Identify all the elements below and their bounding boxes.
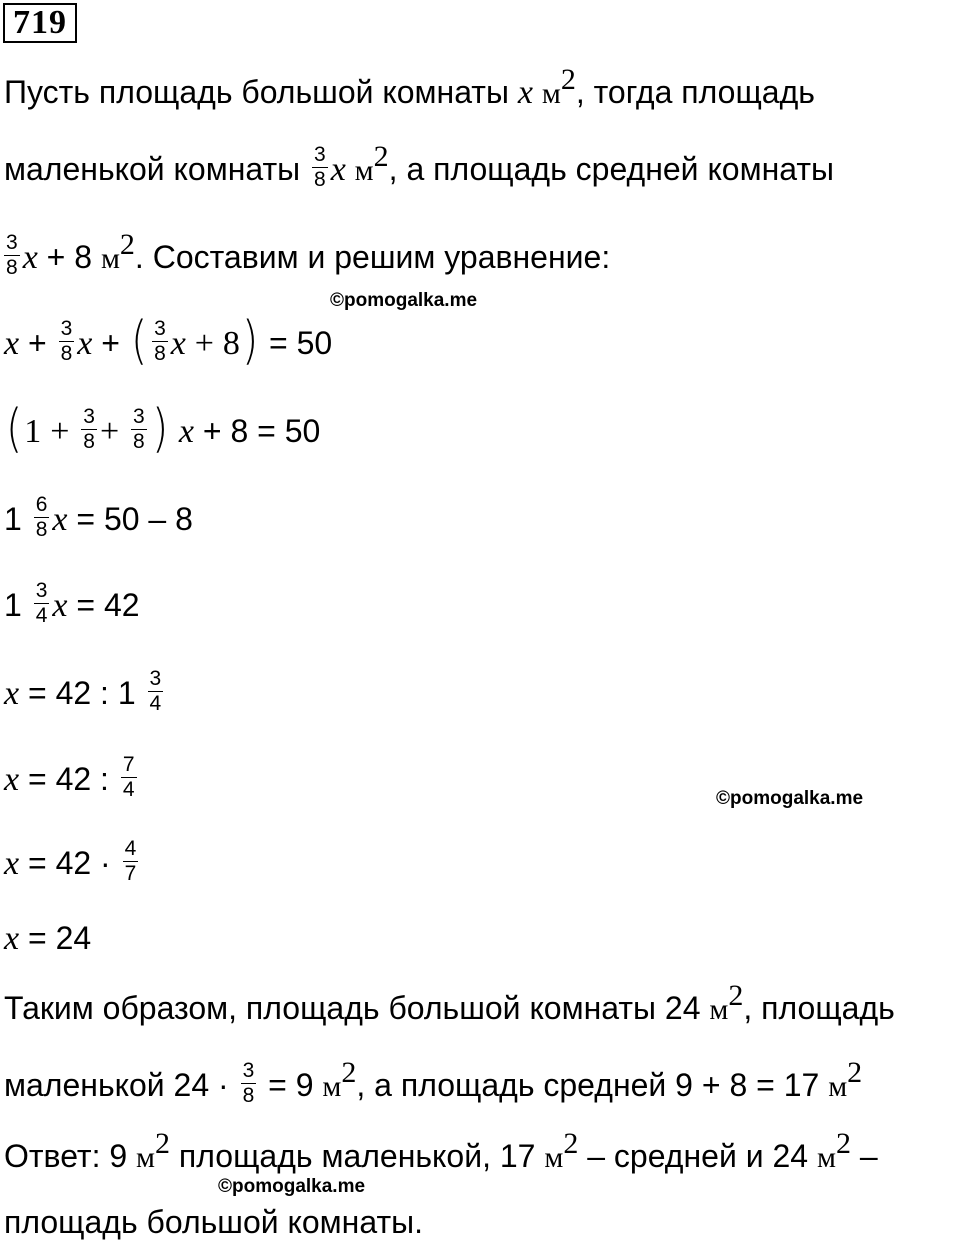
equation-8 — [4, 918, 91, 959]
text-fragment: , а площадь средней комнаты — [388, 150, 835, 187]
fraction — [152, 318, 168, 365]
numerator: 3 — [242, 1059, 255, 1082]
unit: м — [709, 993, 729, 1026]
whole-part: 1 — [4, 586, 22, 623]
unit-power: 2 — [373, 139, 389, 173]
text-line-3 — [4, 227, 611, 283]
text-fragment: – средней и 24 — [587, 1138, 809, 1174]
denominator: 8 — [242, 1084, 255, 1107]
unit-power: 2 — [835, 1127, 851, 1160]
unit-power: 2 — [341, 1055, 357, 1089]
denominator: 8 — [6, 256, 18, 279]
unit-power: 2 — [847, 1055, 863, 1089]
unit: м — [100, 241, 120, 275]
text-fragment: , площадь — [743, 990, 895, 1026]
plus: + — [99, 412, 120, 450]
var-x: x — [170, 324, 186, 362]
denominator: 8 — [83, 430, 95, 453]
var-x: x — [4, 920, 20, 957]
denominator: 4 — [122, 778, 135, 801]
numerator: 3 — [6, 231, 18, 254]
unit-power: 2 — [119, 227, 135, 261]
answer-line-1 — [4, 1127, 878, 1178]
whole-part: 1 — [4, 500, 22, 537]
denominator: 4 — [35, 604, 48, 627]
equation-4 — [4, 579, 140, 631]
fraction — [59, 318, 75, 365]
plus: + — [101, 324, 120, 361]
denominator: 8 — [35, 518, 48, 541]
text-fragment: маленькой комнаты — [4, 150, 301, 187]
var-x: x — [330, 150, 346, 188]
unit-power: 2 — [563, 1127, 579, 1160]
numerator: 3 — [154, 317, 166, 340]
numerator: 3 — [133, 405, 145, 428]
rhs: = 42 — [76, 586, 140, 623]
text-fragment: Ответ: 9 — [4, 1138, 128, 1174]
text-line-2 — [4, 139, 835, 195]
unit: м — [828, 1069, 848, 1103]
fraction — [131, 406, 147, 453]
numerator: 7 — [122, 753, 135, 776]
text-line-1 — [4, 63, 815, 114]
equation-1 — [4, 310, 333, 371]
fraction — [81, 406, 97, 453]
numerator: 3 — [83, 405, 95, 428]
denominator: 7 — [124, 862, 137, 885]
rhs: = 42 · — [27, 844, 111, 881]
denominator: 8 — [314, 168, 326, 191]
numerator: 6 — [35, 493, 48, 516]
watermark: ©pomogalka.me — [330, 290, 478, 311]
unit-power: 2 — [155, 1127, 171, 1160]
var-x: x — [517, 74, 533, 111]
var-x: x — [4, 844, 20, 882]
fraction — [4, 232, 20, 279]
denominator: 8 — [60, 342, 73, 365]
plus-eight: + 8 — [46, 238, 93, 275]
conclusion-line-1 — [4, 979, 895, 1030]
text-fragment: площадь большой комнаты. — [4, 1204, 423, 1240]
watermark: ©pomogalka.me — [716, 788, 864, 809]
text-fragment: площадь маленькой, 17 — [178, 1138, 536, 1174]
one: 1 — [24, 412, 42, 450]
unit: м — [354, 153, 374, 187]
fraction — [123, 838, 139, 885]
text-fragment: – — [859, 1138, 878, 1174]
task-number: 719 — [3, 3, 77, 43]
text-fragment: = 9 — [268, 1066, 314, 1103]
unit-power: 2 — [560, 63, 576, 96]
text-fragment: маленькой 24 · — [4, 1066, 229, 1103]
eight: 8 — [222, 324, 240, 362]
unit: м — [816, 1141, 836, 1174]
rhs: = 42 : 1 — [27, 674, 136, 711]
plus: + — [50, 412, 70, 450]
var-x: x — [4, 760, 20, 798]
fraction — [34, 494, 50, 541]
unit: м — [136, 1141, 156, 1174]
denominator: 4 — [149, 692, 162, 715]
conclusion-line-2 — [4, 1055, 863, 1111]
fraction — [148, 668, 164, 715]
var-x: x — [22, 238, 38, 276]
watermark: ©pomogalka.me — [218, 1176, 366, 1197]
paren-close: ) — [151, 398, 168, 459]
plus: + — [27, 324, 47, 361]
rhs: = 24 — [27, 920, 92, 956]
equation-3 — [4, 493, 193, 545]
equation-2 — [4, 398, 321, 459]
numerator: 3 — [149, 667, 162, 690]
text-fragment: , а площадь средней 9 + 8 = 17 — [356, 1066, 820, 1103]
answer-line-2 — [4, 1202, 423, 1242]
rhs: = 50 – 8 — [76, 500, 193, 537]
equation-5 — [4, 667, 166, 719]
paren-close: ) — [241, 310, 259, 371]
unit-power: 2 — [728, 979, 744, 1012]
plus-8-eq-50: + 8 = 50 — [202, 412, 321, 449]
fraction — [241, 1060, 257, 1107]
paren-open: ( — [6, 398, 23, 459]
unit: м — [322, 1069, 342, 1103]
text-fragment: . Составим и решим уравнение: — [134, 238, 611, 275]
equation-7 — [4, 837, 141, 889]
equals-50: = 50 — [269, 324, 333, 361]
var-x: x — [77, 324, 93, 362]
numerator: 3 — [60, 317, 73, 340]
fraction — [34, 580, 50, 627]
unit: м — [544, 1141, 564, 1174]
var-x: x — [4, 324, 20, 362]
var-x: x — [178, 412, 194, 450]
fraction — [312, 144, 328, 191]
var-x: x — [52, 500, 68, 538]
fraction — [121, 754, 137, 801]
paren-open: ( — [130, 310, 148, 371]
text-fragment: Таким образом, площадь большой комнаты 24 — [4, 990, 701, 1026]
numerator: 4 — [124, 837, 137, 860]
numerator: 3 — [35, 579, 48, 602]
numerator: 3 — [314, 143, 326, 166]
var-x: x — [52, 586, 68, 624]
text-fragment: Пусть площадь большой комнаты — [4, 74, 509, 110]
denominator: 8 — [154, 342, 166, 365]
var-x: x — [4, 674, 20, 712]
denominator: 8 — [133, 430, 145, 453]
text-fragment: , тогда площадь — [575, 74, 815, 110]
rhs: = 42 : — [27, 760, 109, 797]
plus: + — [194, 324, 214, 362]
equation-6 — [4, 753, 140, 805]
unit: м — [541, 77, 561, 110]
